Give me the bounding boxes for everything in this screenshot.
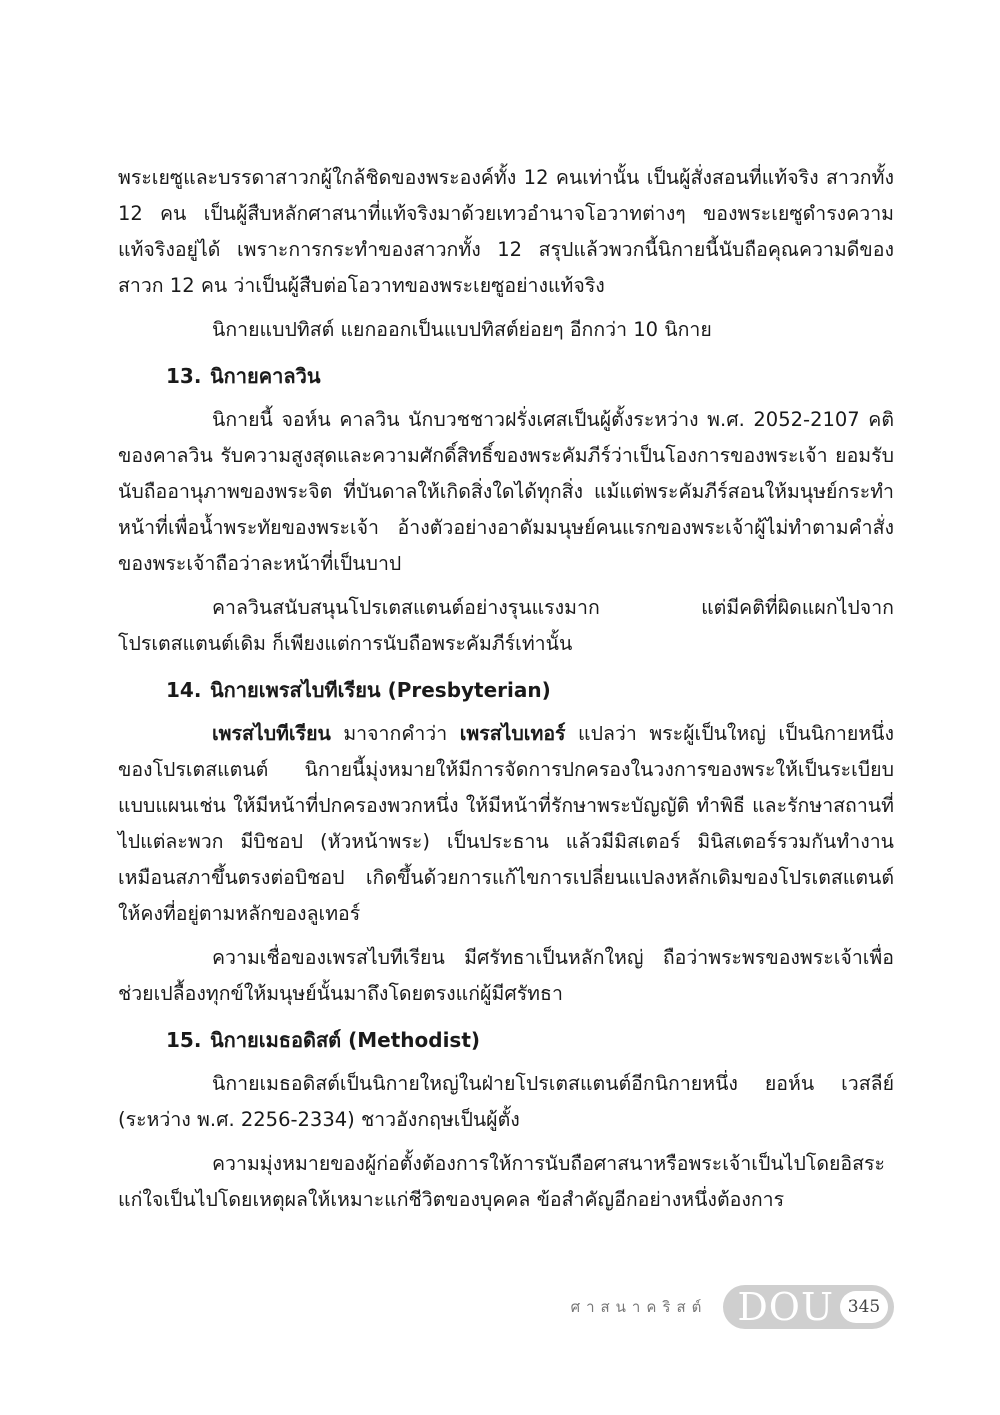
paragraph-text: แปลว่า พระผู้เป็นใหญ่ เป็นนิกายหนึ่งของโปรเตสแตนต์ นิกายนี้มุ่งหมายให้มีการจัดการปกครองในวงการของพระให้เป็นระเบียบแบบแผนเช่น ให้มีหน้าที่ปกครองพวกหนึ่ง ให้มีหน้าที่รักษาพระบัญญัติ ทำพิธี และรักษาสถานที่ไปแต่ละพวก มีบิชอป (หัวหน้าพระ) เป็นประธาน แล้วมีมิสเตอร์ มินิสเตอร์รวมกันทำงานเหมือนสภาขึ้นตรงต่อบิชอป เกิดขึ้นด้วยการแก้ไขการเปลี่ยนแปลงหลักเดิมของโปรเตสแตนต์ ให้คงที่อยู่ตามหลักของลูเทอร์ <box>118 722 894 925</box>
dou-logo-text: DOU <box>737 1285 834 1329</box>
paragraph: คาลวินสนับสนุนโปรเตสแตนต์อย่างรุนแรงมาก แต่มีคติที่ผิดแผกไปจากโปรเตสแตนต์เดิม ก็เพียงแต่การนับถือพระคัมภีร์เท่านั้น <box>118 596 894 655</box>
section-number: 13. <box>166 364 202 388</box>
section-title: นิกายคาลวิน <box>210 364 321 388</box>
paragraph: นิกายแบปทิสต์ แยกออกเป็นแบปทิสต์ย่อยๆ อีกกว่า 10 นิกาย <box>212 318 712 341</box>
section-heading-15 <box>118 1020 894 1060</box>
section-number: 14. <box>166 678 202 702</box>
paragraph: นิกายนี้ จอห์น คาลวิน นักบวชชาวฝรั่งเศสเป็นผู้ตั้งระหว่าง พ.ศ. 2052-2107 คติของคาลวิน รับความสูงสุดและความศักดิ์สิทธิ์ของพระคัมภีร์ว่าเป็นโองการของพระเจ้า ยอมรับนับถืออานุภาพของพระจิต ที่บันดาลให้เกิดสิ่งใดได้ทุกสิ่ง แม้แต่พระคัมภีร์สอนให้มนุษย์กระทำหน้าที่เพื่อน้ำพระทัยของพระเจ้า อ้างตัวอย่างอาดัมมนุษย์คนแรกของพระเจ้าผู้ไม่ทำตามคำสั่งของพระเจ้าถือว่าละหน้าที่เป็นบาป <box>118 408 894 575</box>
paragraph: พระเยซูและบรรดาสาวกผู้ใกล้ชิดของพระองค์ทั้ง 12 คนเท่านั้น เป็นผู้สั่งสอนที่แท้จริง สาวกทั้ง 12 คน เป็นผู้สืบหลักศาสนาที่แท้จริงมาด้วยเทวอำนาจโอวาทต่างๆ ของพระเยซูดำรงความแท้จริงอยู่ได้ เพราะการกระทำของสาวกทั้ง 12 สรุปแล้วพวกนี้นิกายนี้นับถือคุณความดีของสาวก 12 คน ว่าเป็นผู้สืบต่อโอวาทของพระเยซูอย่างแท้จริง <box>118 166 894 297</box>
paragraph-text: มาจากคำว่า <box>330 722 460 745</box>
page-number: 345 <box>840 1291 888 1323</box>
section-title: นิกายเพรสไบทีเรียน (Presbyterian) <box>210 678 551 702</box>
paragraph: ความมุ่งหมายของผู้ก่อตั้งต้องการให้การนับถือศาสนาหรือพระเจ้าเป็นไปโดยอิสระแก่ใจเป็นไปโดยเหตุผลให้เหมาะแก่ชีวิตของบุคคล ข้อสำคัญอีกอย่างหนึ่งต้องการ <box>118 1152 885 1211</box>
paragraph: นิกายเมธอดิสต์เป็นนิกายใหญ่ในฝ่ายโปรเตสแตนต์อีกนิกายหนึ่ง ยอห์น เวสลีย์ (ระหว่าง พ.ศ. 2256-2334) ชาวอังกฤษเป็นผู้ตั้ง <box>118 1072 894 1131</box>
paragraph <box>118 716 894 932</box>
dou-logo-badge <box>723 1285 894 1329</box>
page-body <box>118 160 894 1226</box>
book-title: ศาสนาคริสต์ <box>570 1298 708 1316</box>
section-heading-14 <box>118 670 894 710</box>
bold-term: เพรสไบเทอร์ <box>459 722 566 745</box>
bold-term: เพรสไบทีเรียน <box>212 722 331 745</box>
section-number: 15. <box>166 1028 202 1052</box>
section-heading-13 <box>118 356 894 396</box>
paragraph: ความเชื่อของเพรสไบทีเรียน มีศรัทธาเป็นหลักใหญ่ ถือว่าพระพรของพระเจ้าเพื่อช่วยเปลื้องทุกข์ให้มนุษย์นั้นมาถึงโดยตรงแก่ผู้มีศรัทธา <box>118 946 894 1005</box>
page-footer <box>571 1285 894 1329</box>
section-title: นิกายเมธอดิสต์ (Methodist) <box>210 1028 481 1052</box>
